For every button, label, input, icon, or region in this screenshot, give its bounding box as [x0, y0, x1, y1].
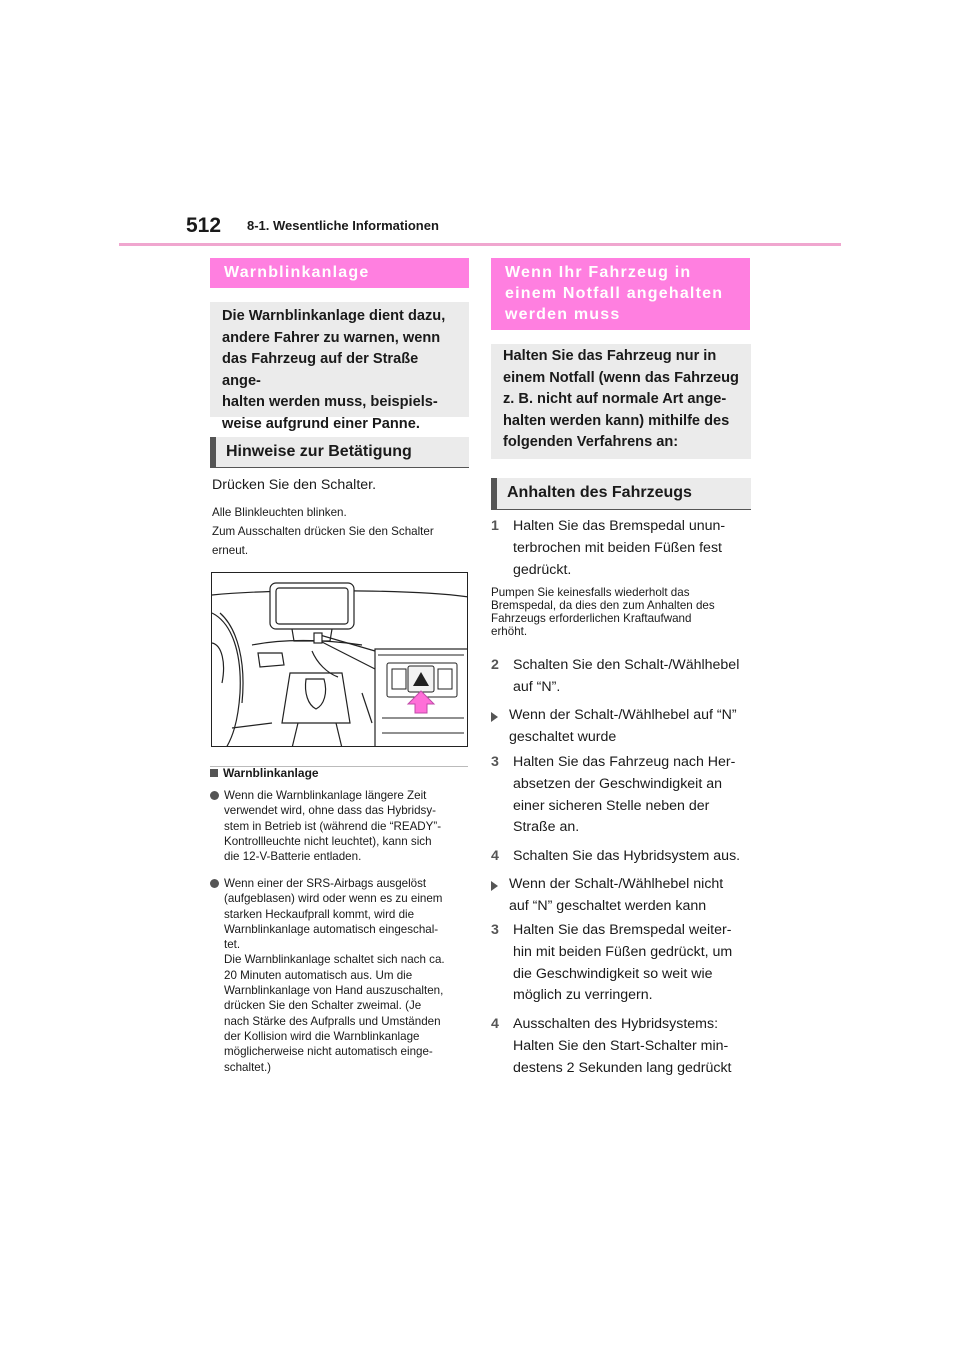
note-line: Bremspedal, da dies den zum Anhalten des [491, 599, 715, 612]
bullet-line: 20 Minuten automatisch aus. Um die [224, 968, 413, 982]
condition-line: geschaltet wurde [509, 728, 617, 745]
step-3b [491, 920, 753, 1007]
bullet-line: verwendet wird, ohne dass das Hybridsy- [224, 804, 437, 818]
step-line: einer sicheren Stelle neben der [513, 797, 710, 814]
step-4b [491, 1014, 753, 1079]
bullet-line: Wenn die Warnblinkanlage längere Zeit [224, 789, 427, 802]
condition-line: Wenn der Schalt-/Wählhebel nicht [509, 876, 724, 892]
step-4 [491, 846, 753, 868]
section-reference: 8-1. Wesentliche Informationen [247, 218, 439, 233]
step-1 [491, 516, 753, 581]
subheading-operation: Hinweise zur Betätigung [210, 437, 469, 468]
step-number: 2 [491, 657, 499, 673]
intro-line: z. B. nicht auf normale Art ange- [503, 391, 727, 408]
bullet-line: Warnblinkanlage von Hand auszuschalten, [224, 984, 444, 998]
step-line: Schalten Sie den Schalt-/Wählhebel [513, 657, 740, 673]
bullet-line: Die Warnblinkanlage schaltet sich nach ca. [224, 953, 445, 967]
step-line: Schalten Sie das Hybridsystem aus. [513, 848, 741, 864]
step-number: 3 [491, 754, 499, 770]
note-line: erhöht. [491, 625, 528, 638]
intro-line: folgenden Verfahrens an: [503, 434, 679, 451]
bullet-line: Kontrollleuchte nicht leuchtet), kann sich [224, 834, 432, 848]
note-bullet [210, 876, 470, 1075]
bullet-line: nach Stärke des Aufpralls und Umständen [224, 1014, 441, 1028]
intro-line: einem Notfall (wenn das Fahrzeug [503, 369, 739, 386]
note-title [210, 766, 319, 780]
step-line: Straße an. [513, 819, 580, 836]
step-line: Halten Sie das Fahrzeug nach Her- [513, 754, 736, 770]
step-number: 1 [491, 518, 499, 534]
intro-line: Die Warnblinkanlage dient dazu, [222, 308, 446, 324]
intro-box-hazard [210, 302, 469, 432]
note-bullet [210, 788, 470, 864]
step-line: die Geschwindigkeit so weit wie [513, 965, 713, 982]
bullet-line: (aufgeblasen) wird oder wenn es zu einem [224, 892, 443, 906]
bullet-line: drücken Sie den Schalter zweimal. (Je [224, 999, 422, 1013]
intro-line: weise aufgrund einer Panne. [222, 415, 420, 432]
intro-box-emergency [491, 344, 751, 459]
step-number: 4 [491, 1016, 499, 1032]
subheading-stopping: Anhalten des Fahrzeugs [491, 478, 751, 510]
triangle-bullet-icon [491, 712, 498, 722]
section-title-hazard: Warnblinkanlage [210, 258, 469, 288]
bullet-line: schaltet.) [224, 1060, 272, 1074]
step-line: hin mit beiden Füßen gedrückt, um [513, 943, 733, 960]
step-number: 3 [491, 922, 499, 938]
note-line: Pumpen Sie keinesfalls wiederholt das [491, 586, 690, 599]
bullet-line: tet. [224, 938, 241, 952]
bullet-line: möglicherweise nicht automatisch einge- [224, 1045, 433, 1059]
step-line: Halten Sie das Bremspedal unun- [513, 518, 726, 534]
step-line: Halten Sie das Bremspedal weiter- [513, 922, 732, 938]
detail-line: Zum Ausschalten drücken Sie den Schalter [212, 525, 434, 538]
square-bullet-icon [210, 769, 218, 777]
intro-line: halten werden kann) mithilfe des [503, 412, 730, 429]
bullet-line: Warnblinkanlage automatisch eingeschal- [224, 922, 439, 936]
step-1-note [491, 586, 753, 638]
condition-line: Wenn der Schalt-/Wählhebel auf “N” [509, 707, 737, 723]
note-line: Fahrzeugs erforderlichen Kraftaufwand [491, 612, 692, 625]
dashboard-drawing [212, 573, 468, 747]
bullet-line: Wenn einer der SRS-Airbags ausgelöst [224, 877, 427, 890]
title-line: Wenn Ihr Fahrzeug in [505, 264, 692, 281]
step-line: destens 2 Sekunden lang gedrückt [513, 1059, 732, 1076]
step-line: Ausschalten des Hybridsystems: [513, 1016, 719, 1032]
step-2 [491, 655, 753, 699]
condition-line: auf “N” geschaltet werden kann [509, 897, 707, 914]
step-line: auf “N”. [513, 678, 561, 695]
page-number: 512 [186, 214, 222, 237]
step-number: 4 [491, 848, 499, 864]
note-title-text: Warnblinkanlage [223, 766, 319, 780]
step-line: möglich zu verringern. [513, 987, 653, 1004]
instruction-text: Drücken Sie den Schalter. [212, 477, 377, 493]
step-line: terbrochen mit beiden Füßen fest [513, 539, 722, 556]
detail-line: Alle Blinkleuchten blinken. [212, 506, 347, 519]
bullet-line: die 12-V-Batterie entladen. [224, 850, 362, 864]
instruction-details [212, 503, 468, 560]
step-line: gedrückt. [513, 561, 572, 578]
bullet-dot-icon [210, 879, 219, 888]
bullet-line: stem in Betrieb ist (während die “READY”- [224, 819, 442, 833]
step-3 [491, 752, 753, 839]
bullet-line: starken Heckaufprall kommt, wird die [224, 907, 415, 921]
detail-line: erneut. [212, 544, 249, 557]
title-line: einem Notfall angehalten [505, 285, 724, 302]
section-title-emergency [491, 258, 750, 330]
condition-2 [491, 874, 753, 918]
dashboard-illustration [211, 572, 468, 747]
triangle-bullet-icon [491, 881, 498, 891]
intro-line: andere Fahrer zu warnen, wenn [222, 329, 441, 346]
title-line: werden muss [505, 306, 621, 323]
header-rule [119, 243, 841, 246]
condition-1 [491, 705, 753, 749]
intro-line: halten werden muss, beispiels- [222, 394, 438, 411]
intro-line: Halten Sie das Fahrzeug nur in [503, 348, 717, 364]
bullet-line: der Kollision wird die Warnblinkanlage [224, 1029, 420, 1043]
step-line: Halten Sie den Start-Schalter min- [513, 1037, 729, 1054]
intro-line: das Fahrzeug auf der Straße ange- [222, 351, 419, 389]
bullet-dot-icon [210, 791, 219, 800]
step-line: absetzen der Geschwindigkeit an [513, 775, 722, 792]
